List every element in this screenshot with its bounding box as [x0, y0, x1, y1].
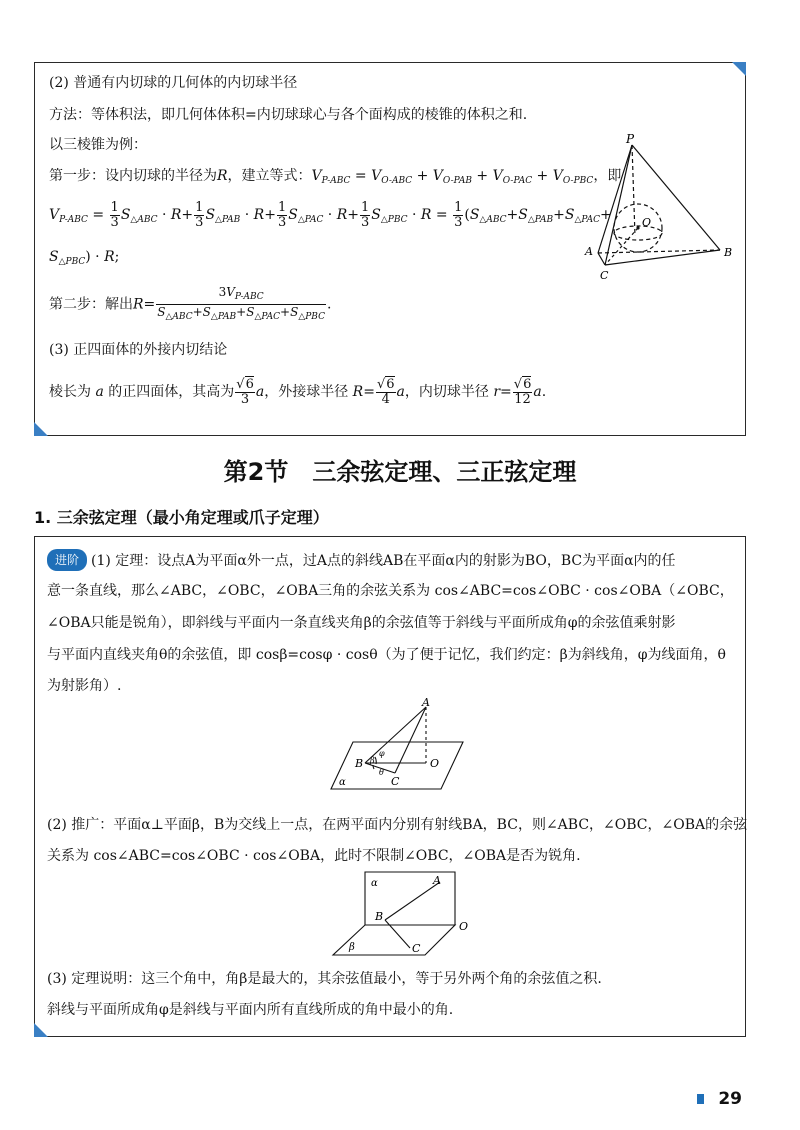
fig1-label-B: B: [355, 757, 364, 770]
three-cosine-box: [34, 536, 746, 1037]
theorem-line-3: ∠OBA只能是锐角），即斜线与平面内一条直线夹角β的余弦值等于斜线与平面所成角φ的余弦值乘射影: [47, 615, 676, 631]
example-line: 以三棱锥为例：: [49, 137, 147, 153]
tetrahedron-figure: [580, 133, 740, 283]
page-number-marker: [697, 1094, 704, 1104]
fig2-label-B: B: [375, 910, 384, 923]
step1-mid: ，建立等式：: [227, 168, 312, 184]
step1-line: [49, 166, 621, 191]
tetrahedron-line: 棱长为 a 的正四面体，其高为 $\frac{√6}{3}$ a，外接球半径 R= $\frac{√6}{4}$ a，内切球半径 r= $\frac{√6}{12}$ a.: [49, 376, 547, 407]
fig1-label-theta: θ: [379, 768, 384, 777]
subsection-heading: 1. 三余弦定理（最小角定理或爪子定理）: [34, 508, 329, 527]
step2-prefix: 第二步：解出: [49, 296, 133, 313]
fig1-label-O: O: [430, 757, 440, 770]
fig1-label-C: C: [391, 775, 400, 788]
corner-accent: [34, 422, 48, 436]
corner-accent: [34, 1023, 48, 1037]
fig1-label-alpha: α: [339, 777, 346, 788]
heading-3: (3) 正四面体的外接内切结论: [49, 342, 228, 358]
radius-symbol: R: [217, 168, 228, 184]
fig2-label-beta: β: [349, 942, 355, 953]
corner-accent: [732, 62, 746, 76]
step1-end: ，即: [593, 168, 622, 184]
fig-label-P: P: [626, 133, 635, 146]
fig-label-A: A: [585, 245, 593, 258]
fig1-label-A: A: [422, 697, 430, 709]
expanded-equation: $V_{P-ABC}$ = $\frac{1}{3}$ $S_{\triangle ABC} \cdot R+$ $\frac{1}{3}$ $S_{\triangle PAB} \cdot R+$ $\frac{1}{3}$ $S_{\triangle PAC} \cdot R+$ $\frac{1}{3}$ $S_{\triangle PBC} \cdot R$ = $\frac{1}{3}$ ($S_{\triangle ABC}+S_{\triangle PAB}+S_{\triangle PAC}+$: [49, 199, 612, 230]
extension-line-1: (2) 推广：平面α⊥平面β，B为交线上一点，在两平面内分别有射线BA，BC，则∠ABC，∠OBC，∠OBA的余弦: [47, 817, 748, 833]
three-cosine-figure: [323, 697, 473, 797]
step2-line: 第二步：解出R= $\frac{3V_{P-ABC}}{S_{\triangle ABC}+S_{\triangle PAB}+S_{\triangle PAC}+S_{\triangle PBC}}$ .: [49, 285, 332, 322]
fig2-label-A: A: [433, 874, 441, 887]
explanation-line-1: (3) 定理说明：这三个角中，角β是最大的，其余弦值最小，等于另外两个角的余弦值之积.: [47, 971, 602, 987]
section-title: 第2节 三余弦定理、三正弦定理: [223, 458, 577, 486]
fig1-label-beta: β: [370, 756, 375, 765]
inscribed-sphere-box: [34, 62, 746, 436]
fig-label-B: B: [724, 246, 733, 259]
step1-prefix: 第一步：设内切球的半径为: [49, 168, 217, 184]
method-line: 方法：等体积法，即几何体体积=内切球球心与各个面构成的棱锥的体积之和.: [49, 107, 528, 123]
fig-label-O: O: [642, 216, 652, 229]
perpendicular-planes-figure: [325, 870, 485, 960]
theorem-line-1: 进阶 (1) 定理：设点A为平面α外一点，过A点的斜线AB在平面α内的射影为BO，BC为平面α内的任: [47, 549, 676, 571]
theorem-line-2: 意一条直线，那么∠ABC，∠OBC，∠OBA三角的余弦关系为 cos∠ABC=cos∠OBC · cos∠OBA（∠OBC，: [47, 583, 734, 599]
fig1-label-phi: φ: [379, 749, 385, 758]
fig2-label-O: O: [459, 920, 469, 933]
fig2-label-alpha: α: [371, 878, 378, 889]
fig-label-C: C: [600, 269, 609, 282]
extension-line-2: 关系为 cos∠ABC=cos∠OBC · cos∠OBA，此时不限制∠OBC，∠OBA是否为锐角.: [47, 848, 581, 864]
advanced-badge: 进阶: [47, 549, 87, 571]
fig2-label-C: C: [412, 942, 421, 955]
theorem-line-5: 为射影角）.: [47, 678, 122, 694]
page-number: 29: [718, 1089, 742, 1109]
volume-equation: $V_{P-ABC} = V_{O-ABC} + V_{O-PAB} + V_{O-PAC} + V_{O-PBC}$: [311, 168, 594, 186]
heading-2: (2) 普通有内切球的几何体的内切球半径: [49, 75, 298, 91]
explanation-line-2: 斜线与平面所成角φ是斜线与平面内所有直线所成的角中最小的角.: [47, 1002, 454, 1018]
theorem-line-4: 与平面内直线夹角θ的余弦值，即 cosβ=cosφ · cosθ（为了便于记忆，我们约定：β为斜线角，φ为线面角，θ: [47, 647, 726, 663]
expanded-equation-end: $S_{\triangle PBC}) \cdot R$;: [49, 249, 120, 267]
